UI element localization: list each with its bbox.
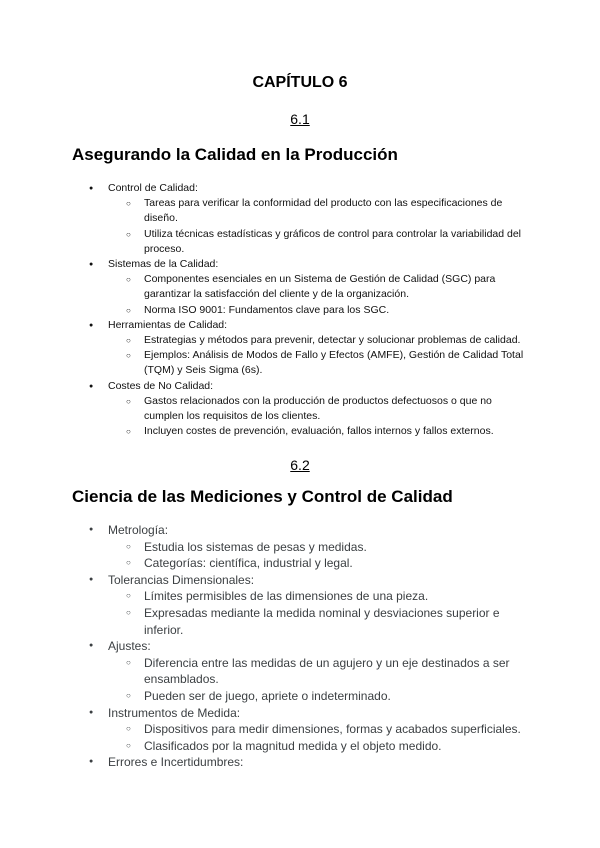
- bullet-list: [72, 181, 528, 439]
- list-item-label: Tolerancias Dimensionales:: [108, 572, 255, 587]
- sub-list-item: ○ Dispositivos para medir dimensiones, formas y acabados superficiales.: [108, 721, 528, 738]
- list-item: [72, 318, 528, 379]
- sub-list-item: ○ Estrategias y métodos para prevenir, detectar y solucionar problemas de calidad.: [108, 333, 528, 348]
- list-item: [72, 754, 528, 771]
- section-title: Ciencia de las Mediciones y Control de Calidad: [72, 487, 453, 506]
- list-item: [72, 572, 528, 638]
- sub-list: [108, 721, 528, 754]
- sub-list-item: ○ Diferencia entre las medidas de un agujero y un eje destinados a ser ensamblados.: [108, 655, 528, 688]
- list-item: [72, 181, 528, 257]
- section-title: Asegurando la Calidad en la Producción: [72, 145, 398, 164]
- sub-list-item: ○ Categorías: científica, industrial y legal.: [108, 555, 528, 572]
- sub-list: [108, 333, 528, 379]
- list-item-label: Herramientas de Calidad:: [108, 318, 228, 331]
- sub-list: [108, 394, 528, 440]
- sub-list-item: ○ Estudia los sistemas de pesas y medidas.: [108, 539, 528, 556]
- sub-list-item: ○ Clasificados por la magnitud medida y el objeto medido.: [108, 738, 528, 755]
- list-item-label: Control de Calidad:: [108, 182, 198, 194]
- list-item: [72, 379, 528, 440]
- sub-list-item: ○ Expresadas mediante la medida nominal y desviaciones superior e inferior.: [108, 605, 528, 638]
- list-item: [72, 705, 528, 755]
- list-item-label: Metrología:: [108, 523, 169, 537]
- list-item-label: Sistemas de la Calidad:: [108, 258, 219, 271]
- sub-list-item: ○ Límites permisibles de las dimensiones de una pieza.: [108, 588, 528, 605]
- sub-list: [108, 588, 528, 638]
- sub-list: [108, 655, 528, 705]
- list-item: [72, 522, 528, 572]
- sub-list-item: ○ Utiliza técnicas estadísticas y gráficos de control para controlar la variabilidad del proceso.: [108, 227, 528, 257]
- sub-list: [108, 196, 528, 257]
- sub-list-item: ○ Tareas para verificar la conformidad del producto con las especificaciones de diseño.: [108, 196, 528, 226]
- sub-list-item: ○ Gastos relacionados con la producción de productos defectuosos o que no cumplen los requisitos de los clientes.: [108, 394, 528, 424]
- list-item: [72, 257, 528, 318]
- sub-list-item: ○ Ejemplos: Análisis de Modos de Fallo y Efectos (AMFE), Gestión de Calidad Total (TQM) y Seis Sigma (6s).: [108, 348, 528, 378]
- sub-list-item: ○ Incluyen costes de prevención, evaluación, fallos internos y fallos externos.: [108, 424, 528, 439]
- sub-list: [108, 539, 528, 572]
- list-item-label: Instrumentos de Medida:: [108, 705, 241, 720]
- chapter-title: CAPÍTULO 6: [252, 74, 348, 91]
- list-item-label: Costes de No Calidad:: [108, 379, 214, 392]
- section-number: 6.2: [290, 457, 310, 473]
- section-number: 6.1: [290, 111, 310, 127]
- sub-list-item: ○ Pueden ser de juego, apriete o indeterminado.: [108, 688, 528, 705]
- sub-list-item: ○ Norma ISO 9001: Fundamentos clave para los SGC.: [108, 303, 528, 318]
- list-item-label: Errores e Incertidumbres:: [108, 755, 244, 770]
- bullet-list: [72, 522, 528, 771]
- sub-list: [108, 272, 528, 318]
- sub-list-item: ○ Componentes esenciales en un Sistema de Gestión de Calidad (SGC) para garantizar la satisfacción del cliente y de la organización.: [108, 272, 528, 302]
- list-item-label: Ajustes:: [108, 639, 151, 654]
- list-item: [72, 638, 528, 704]
